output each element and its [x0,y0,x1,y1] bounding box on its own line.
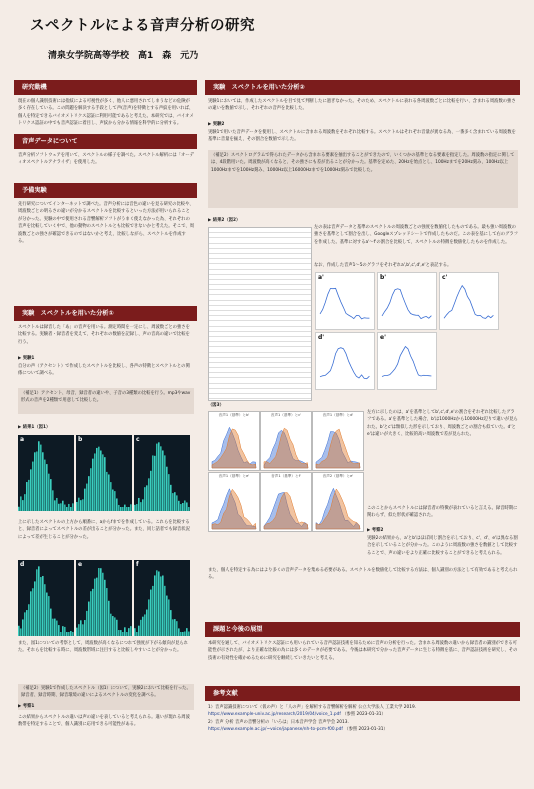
series-area [316,489,360,529]
exp2-note-box [208,150,518,208]
comparison-chart-caption: 音声2（基準）とe' [322,474,354,478]
exp2-item-2: ▶ 考察2 [367,528,384,533]
mini-chart-5 [377,332,437,390]
mini-chart-label: e' [380,334,386,341]
series-line [382,289,431,319]
exp2-text-1: 実験1においては、作成したスペクトルを目で見て判断したに過ぎなかった。そのため、スペクトルに表れる各周波数ごとに比較を行い、含まれる周波数の強さの違いを数値で示し、それぞれの音声を比較した。 [208,99,516,112]
reference-1: 1）音声認識技術について（仮の声）と「人の声」を解析する音響解析を解析 公立大学法人 工業大学 2019. [208,705,417,710]
exp1-note-text-2: （補足2）実験1で作成したスペクトル（図1）について、実験2において比較を行った。録音者、録音時期、録音環境の違いによるスペクトルの変化を調べる。 [21,686,191,699]
heading-exp2: 実験 スペクトルを用いた分析② [205,80,520,95]
comparison-chart-caption: 音声1（基準）とf' [271,474,301,478]
spectrogram-a [18,435,74,511]
comparison-chart-caption: 音声1（基準）とe' [218,474,250,478]
comparison-chart-caption: 音声1（基準）とd' [322,413,354,417]
exp2-text-2: 実験1で用いた音声データを使用し、スペクトルに含まれる周波数をそれぞれ比較する。スペクトルはそれぞれ音量が異なる為、一番多く含まれている周波数を基準に音量を揃え、その割合を数値で示した。 [208,130,516,143]
exp1-text-1: スペクトルは録音した「あ」の音声を用いる。測定時間を一定にし、周波数ごとの強さを比較する。実験者・録音者を変えて、それぞれの数値を記録し、声の音高の違いで比較を行う。 [18,325,190,345]
comparison-chart-5 [260,472,312,532]
spectrogram-label: a [20,436,25,443]
series-area [264,493,308,530]
heading-prediction: 予備実験 [14,183,197,198]
comparison-chart-6 [312,472,364,532]
heading-references: 参考文献 [205,686,520,701]
series-line [382,347,431,377]
heading-purpose: 研究動機 [14,80,197,95]
reference-1-link[interactable]: https://www.example-univ.ac.jp/research/2019/04/voice_1.pdf [208,712,341,718]
exp1-fig1-label: ▶ 結果1（図1） [18,425,51,430]
spectrogram-d [18,560,74,636]
poster-title: スペクトルによる音声分析の研究 [30,18,255,34]
exp1-note-box [18,388,194,414]
series-line [320,348,369,379]
spectrogram-c [134,435,190,511]
spectrogram-f [134,560,190,636]
comparison-chart-3 [312,411,364,471]
prediction-text: 先行研究についてインターネットで調べた。音声分析には音色の違いを見る研究の比較や、周波数ごとの明るさの違いが分かるスペクトルを比較するといった方法が用いられることが分かった。実験の中で使用される音響解析ソフトがうまく使えなかった為、それぞれの音声を比較していく中で、他の動物のスペクトルとも比較できないかと考えた。そこで、周波数ごとの強さが確認できるのではないかと考え、比較しながら、スペクトルを作成する。 [18,202,194,245]
mini-chart-label: d' [318,334,325,341]
exp2-text-4: なお、作成した音声1〜5のグラフをそれぞれa',b',c',d',e'と表記する。 [314,263,452,268]
spectrogram-b [76,435,132,511]
reference-1-accessed: （参照 2023-01-31） [342,712,386,718]
heading-future: 課題と今後の展望 [205,622,520,637]
exp2-item-1: ▶ 実験2 [208,122,225,127]
exp1-note-text: （補足1）アクセント、母音、録音者の違いや、子音の3種類の比較を行う。mp3やwav形式の音声を2種類で用意して比較した。 [21,391,191,404]
comparison-chart-caption: 音声1（基準）とb' [218,413,250,417]
exp2-fig2-label: ▶ 結果2（図2） [208,218,241,223]
spectrogram-label: d [20,561,25,568]
mini-chart-1 [315,272,375,330]
exp1-item-1: ▶ 実験1 [18,356,35,361]
mini-chart-label: a' [318,274,324,281]
future-text: 本研究を通して、バイオメトリクス認証にも用いられている音声認証技術を知るために音声の分析を行った。含まれる周波数の違いから録音者の識別ができる可能性が示されたが、より正確な比較の為には多くのデータが必要である。今後は本研究で分かった音声データに生じる特徴を基に、音声認証技術を研究し、その技術の有効性を確かめるために研究を継続していきたいと考える。 [208,641,518,661]
spectrogram-label: c [136,436,140,443]
series-area [212,429,256,468]
comparison-chart-4 [208,472,260,532]
mini-chart-label: b' [380,274,387,281]
mini-chart-label: c' [442,274,448,281]
frequency-data-table [208,227,312,401]
spectrogram-label: f [136,561,139,568]
exp2-text-8: また、個人を特定する為にはより多くの音声データを集める必要がある。スペクトルを数値化して比較する方法は、個人識別の方法として有効であると考えられる。 [208,568,518,581]
exp2-fig3-label: （図3） [208,403,224,408]
table-row [209,399,311,401]
reference-2-link[interactable]: https://www.example.ac.jp/~voice/japanese/nh-to-pcm-f00.pdf [208,727,343,733]
purpose-text: 現在の個人識別技術には指紋による可視性が多く、他人に悪用されてしまうなどの危険が多く存在している。この問題を解決する手段として声(音声)を特徴とする声紋を用いれば、個人を特定できるバイオメトリクス認証に利用可能であると考えた。本研究では、バイオメトリクス認証の中でも音声認証に着目し、声紋から分かる情報を科学的に分析する。 [18,99,194,127]
exp1-item-2: ▶ 考察1 [18,704,35,709]
series-line [444,286,493,319]
exp2-text-7: 実験2の結果から、a'とb'はほぼ同じ割合を示しており、c'、d'、e'は異なる割合を示していることが分かった。このように周波数の強さを数値として比較することで、声の違いをより正確に比較することができると考えられる。 [367,536,518,556]
spectrogram-label: b [78,436,83,443]
exp2-text-6: このことからスペクトルには録音者の特徴が表れていると言える。録音時期に関わらず、似た形状が確認された。 [367,506,518,519]
exp2-text-3: 左の表は音声データと基準のスペクトルの周波数ごとの強度を数値化したものである。最も強い周波数の強さを基準として割合を出し、Googleスプレッドシートで作成したものだ。この表を基にして右のグラフを作成した。基準に対するa'〜f'の割合を比較して、スペクトルの特徴を数値化したものを作成した。 [314,225,518,245]
poster-author: 清泉女学院高等学校 高1 森 元乃 [48,51,199,61]
exp2-note-text: （補足2）スペクトログラムで得られたデータから含まれる要素を抽出することができたので、いくつかの基準となる要素を指定した。周波数の指定に関しては、4段階用いた。周波数が高くなると、その強さにも差が出ることが分かった。基準を定めた、20Hzを始点とし、100Hzまでを20Hz刻み、100Hz以上1000Hzまでを100Hz刻み、1000Hz以上16000Hzまでを1000Hz刻みで比較した。 [211,153,515,173]
mini-chart-4 [315,332,375,390]
software-text: 音声分析ソフトウェアを用いて、スペクトルの様子を調べた。スペクトル解析には「オーディオスペクトルアナライザ」を使用した。 [18,153,194,166]
spectrogram-label: e [78,561,83,568]
comparison-chart-2 [260,411,312,471]
exp2-text-5: 左方に示したのは、a'を基準としてb',c',d',e'の割合をそれぞれ比較したグラフである。a'を基準とした場合、b'は1000Hzから10000Hz辺りで違いが見られた。b'とc'は類似した形を示しており、周波数ごとの割合も似ていた。d'とe'は違いが大きく、比較的高い周波数で差が見られた。 [367,410,518,438]
exp1-text-5: この結果からスペクトルの違いは声の違いを表していると考えられる。違いが現れる周波数帯を特定することで、個人識別に応用できる可能性がある。 [18,715,190,728]
heading-software: 音声データについて [14,134,197,149]
series-line [320,288,369,319]
reference-2-accessed: （参照 2023-01-31） [344,727,388,733]
spectrogram-e [76,560,132,636]
mini-chart-3 [439,272,499,330]
exp1-text-2: 自分の声（アクセント）で作成したスペクトルを比較し、各声の特徴とスペクトルとの関係について調べる。 [18,364,190,377]
exp1-text-4: また、図1についての考察として、周波数が高くなるにつれて強度が下がる傾向が見られた。それらを比較する時に、周波数帯域に注目すると比較しやすいことが分かった。 [18,641,189,654]
heading-exp1: 実験 スペクトルを用いた分析① [14,306,197,321]
exp1-text-3: 上に示したスペクトルの上方から順番に、aからfまでを作成している。これらを比較すると、録音者によってスペクトルの差が出ることが分かった。また、同じ話者でも録音状況によって差が生じることが分かった。 [18,520,190,540]
reference-2: 2）音声 分析 音声の音響分析の「いろは」日本音声学会 音声学会 2013. [208,719,349,725]
mini-chart-2 [377,272,437,330]
references-list [208,704,518,754]
comparison-chart-1 [208,411,260,471]
comparison-chart-caption: 音声1（基準）とc' [270,413,302,417]
